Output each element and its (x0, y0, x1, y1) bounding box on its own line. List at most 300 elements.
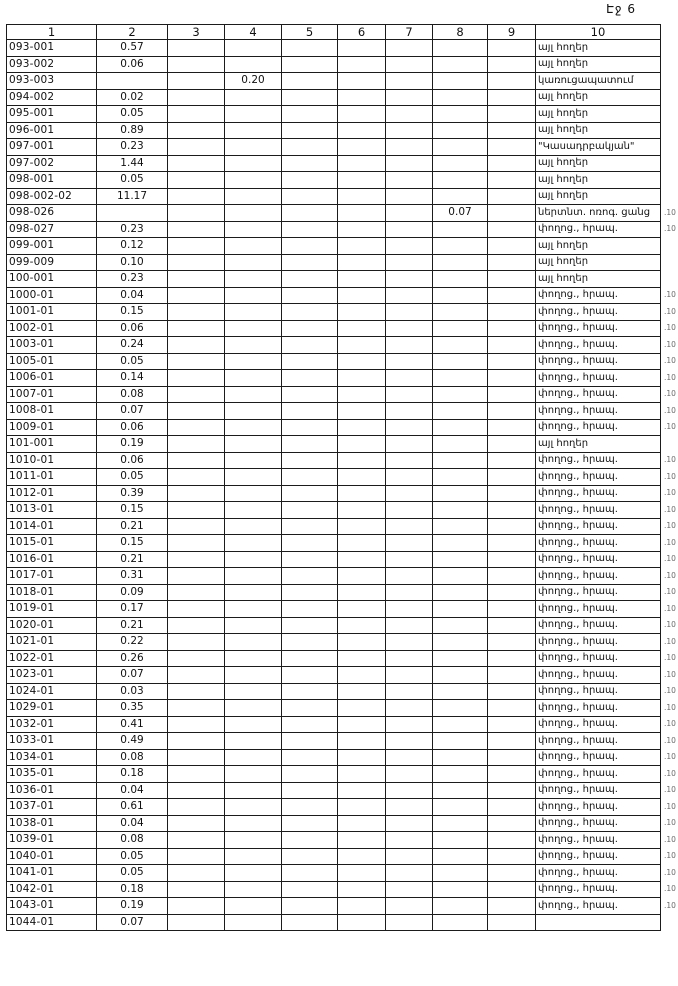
margin-mark (661, 914, 678, 931)
cell-col1: 1042-01 (7, 881, 97, 898)
cell-col10: փողոց., հրապ. (536, 403, 661, 420)
cell-col6 (338, 832, 386, 849)
cell-col4 (225, 221, 282, 238)
cell-col6 (338, 667, 386, 684)
cell-col6 (338, 568, 386, 585)
cell-col1: 1022-01 (7, 650, 97, 667)
margin-mark: .10 (664, 554, 676, 564)
cell-col4 (225, 634, 282, 651)
cell-col9 (488, 683, 536, 700)
cell-col5 (282, 518, 338, 535)
margin-mark: .10 (664, 867, 676, 877)
cell-col6 (338, 502, 386, 519)
cell-col8 (433, 766, 488, 783)
cell-col7 (386, 881, 433, 898)
cell-col7 (386, 485, 433, 502)
cell-col7 (386, 271, 433, 288)
table-row (7, 452, 678, 469)
cell-col3 (168, 650, 225, 667)
cell-col5 (282, 749, 338, 766)
cell-col8 (433, 122, 488, 139)
cell-col6 (338, 865, 386, 882)
table-row (7, 139, 678, 156)
cell-col4 (225, 238, 282, 255)
cell-col2: 0.21 (97, 518, 168, 535)
margin-mark: .10 (664, 587, 676, 597)
cell-col6 (338, 584, 386, 601)
cell-col3 (168, 139, 225, 156)
cell-col7 (386, 518, 433, 535)
table-row (7, 287, 678, 304)
cell-col2: 0.08 (97, 749, 168, 766)
cell-col5 (282, 914, 338, 931)
table-row (7, 502, 678, 519)
cell-col1: 1021-01 (7, 634, 97, 651)
cell-col2: 0.39 (97, 485, 168, 502)
cell-col8 (433, 287, 488, 304)
cell-col2: 0.26 (97, 650, 168, 667)
cell-col5 (282, 568, 338, 585)
cell-col10 (536, 914, 661, 931)
cell-col6 (338, 766, 386, 783)
table-row (7, 518, 678, 535)
cell-col9 (488, 40, 536, 57)
margin-mark (661, 89, 678, 106)
cell-col4 (225, 353, 282, 370)
cell-col8 (433, 221, 488, 238)
cell-col3 (168, 337, 225, 354)
cell-col3 (168, 815, 225, 832)
cell-col5 (282, 898, 338, 915)
cell-col5 (282, 221, 338, 238)
cell-col9 (488, 601, 536, 618)
margin-mark: .10 (664, 801, 676, 811)
cell-col10: փողոց., հրապ. (536, 733, 661, 750)
cell-col9 (488, 419, 536, 436)
table-row (7, 106, 678, 123)
cell-col2: 0.05 (97, 353, 168, 370)
cell-col2: 0.08 (97, 832, 168, 849)
cell-col8 (433, 386, 488, 403)
cell-col6 (338, 881, 386, 898)
cell-col4 (225, 683, 282, 700)
cell-col4 (225, 617, 282, 634)
cell-col5 (282, 766, 338, 783)
cell-col10: այլ հողեր (536, 254, 661, 271)
page-number: Էջ 6 (606, 2, 636, 16)
cell-col4 (225, 254, 282, 271)
cell-col9 (488, 139, 536, 156)
margin-mark: .10 (664, 207, 676, 217)
cell-col9 (488, 271, 536, 288)
cell-col1: 1017-01 (7, 568, 97, 585)
cell-col7 (386, 56, 433, 73)
cell-col9 (488, 469, 536, 486)
margin-mark: .10 (664, 422, 676, 432)
cell-col5 (282, 832, 338, 849)
cell-col9 (488, 238, 536, 255)
cell-col1: 1044-01 (7, 914, 97, 931)
cell-col7 (386, 106, 433, 123)
margin-mark: .10 (664, 306, 676, 316)
table-row (7, 749, 678, 766)
cell-col8 (433, 106, 488, 123)
table-row (7, 782, 678, 799)
cell-col1: 093-003 (7, 73, 97, 90)
cell-col8 (433, 188, 488, 205)
cell-col1: 094-002 (7, 89, 97, 106)
cell-col1: 1037-01 (7, 799, 97, 816)
cell-col8 (433, 238, 488, 255)
cell-col5 (282, 403, 338, 420)
table-row (7, 320, 678, 337)
cell-col3 (168, 799, 225, 816)
margin-mark (661, 436, 678, 453)
table-row (7, 254, 678, 271)
cell-col7 (386, 419, 433, 436)
cell-col4 (225, 271, 282, 288)
cell-col4 (225, 452, 282, 469)
cell-col1: 1010-01 (7, 452, 97, 469)
cell-col2: 0.24 (97, 337, 168, 354)
cell-col2 (97, 205, 168, 222)
cell-col3 (168, 733, 225, 750)
cell-col3 (168, 403, 225, 420)
cell-col8 (433, 584, 488, 601)
cell-col10: փողոց., հրապ. (536, 848, 661, 865)
margin-mark: .10 (664, 488, 676, 498)
cell-col1: 099-001 (7, 238, 97, 255)
cell-col10: փողոց., հրապ. (536, 766, 661, 783)
cell-col8: 0.07 (433, 205, 488, 222)
cell-col5 (282, 238, 338, 255)
cell-col9 (488, 898, 536, 915)
cell-col10: այլ հողեր (536, 155, 661, 172)
cell-col1: 100-001 (7, 271, 97, 288)
cell-col1: 101-001 (7, 436, 97, 453)
cell-col6 (338, 749, 386, 766)
cell-col6 (338, 914, 386, 931)
table-row (7, 700, 678, 717)
cell-col2: 0.14 (97, 370, 168, 387)
cell-col2: 0.15 (97, 502, 168, 519)
cell-col1: 1024-01 (7, 683, 97, 700)
cell-col7 (386, 403, 433, 420)
cell-col7 (386, 469, 433, 486)
cell-col3 (168, 155, 225, 172)
cell-col4 (225, 898, 282, 915)
cell-col4 (225, 650, 282, 667)
cell-col1: 1005-01 (7, 353, 97, 370)
cell-col5 (282, 733, 338, 750)
cell-col9 (488, 584, 536, 601)
cell-col1: 1033-01 (7, 733, 97, 750)
cell-col8 (433, 452, 488, 469)
cell-col10: փողոց., հրապ. (536, 386, 661, 403)
cell-col8 (433, 733, 488, 750)
cell-col4 (225, 106, 282, 123)
table-row (7, 271, 678, 288)
cell-col1: 097-002 (7, 155, 97, 172)
cell-col9 (488, 766, 536, 783)
margin-mark (661, 106, 678, 123)
cell-col9 (488, 914, 536, 931)
table-row (7, 238, 678, 255)
cell-col1: 093-001 (7, 40, 97, 57)
cell-col8 (433, 304, 488, 321)
cell-col6 (338, 485, 386, 502)
cell-col2: 0.06 (97, 419, 168, 436)
cell-col2: 0.23 (97, 271, 168, 288)
cell-col4 (225, 551, 282, 568)
column-header: 9 (488, 25, 536, 40)
cell-col5 (282, 122, 338, 139)
cell-col5 (282, 337, 338, 354)
cell-col6 (338, 683, 386, 700)
cell-col6 (338, 617, 386, 634)
cell-col8 (433, 89, 488, 106)
cell-col7 (386, 766, 433, 783)
margin-mark: .10 (664, 884, 676, 894)
cell-col7 (386, 304, 433, 321)
cell-col8 (433, 172, 488, 189)
cell-col5 (282, 89, 338, 106)
cell-col3 (168, 469, 225, 486)
cell-col7 (386, 634, 433, 651)
cell-col10: այլ հողեր (536, 188, 661, 205)
cell-col2: 0.04 (97, 287, 168, 304)
table-row (7, 535, 678, 552)
cell-col8 (433, 749, 488, 766)
cell-col2: 0.05 (97, 172, 168, 189)
table-row (7, 584, 678, 601)
cell-col10: փողոց., հրապ. (536, 815, 661, 832)
cell-col1: 099-009 (7, 254, 97, 271)
cell-col4 (225, 865, 282, 882)
header-row (7, 25, 678, 40)
cell-col7 (386, 683, 433, 700)
cell-col4 (225, 502, 282, 519)
cell-col6 (338, 155, 386, 172)
cell-col4 (225, 815, 282, 832)
cell-col7 (386, 716, 433, 733)
cell-col4 (225, 535, 282, 552)
cell-col5 (282, 271, 338, 288)
cell-col3 (168, 551, 225, 568)
cell-col2: 0.18 (97, 766, 168, 783)
cell-col7 (386, 601, 433, 618)
cell-col5 (282, 254, 338, 271)
cell-col2: 0.05 (97, 848, 168, 865)
margin-mark: .10 (664, 785, 676, 795)
cell-col7 (386, 799, 433, 816)
cell-col8 (433, 320, 488, 337)
cell-col7 (386, 287, 433, 304)
table-row (7, 881, 678, 898)
cell-col6 (338, 386, 386, 403)
cell-col10: փողոց., հրապ. (536, 898, 661, 915)
cell-col1: 1013-01 (7, 502, 97, 519)
cell-col2: 0.05 (97, 865, 168, 882)
cell-col1: 1029-01 (7, 700, 97, 717)
cell-col9 (488, 865, 536, 882)
cell-col1: 1034-01 (7, 749, 97, 766)
cell-col3 (168, 386, 225, 403)
table-row (7, 766, 678, 783)
cell-col4 (225, 914, 282, 931)
margin-mark: .10 (664, 752, 676, 762)
cell-col6 (338, 403, 386, 420)
cell-col8 (433, 254, 488, 271)
cell-col9 (488, 799, 536, 816)
cell-col2: 1.44 (97, 155, 168, 172)
cell-col7 (386, 188, 433, 205)
table-row (7, 155, 678, 172)
cell-col1: 1011-01 (7, 469, 97, 486)
margin-mark: .10 (664, 339, 676, 349)
cell-col10: փողոց., հրապ. (536, 469, 661, 486)
cell-col10: փողոց., հրապ. (536, 716, 661, 733)
cell-col1: 1036-01 (7, 782, 97, 799)
cell-col5 (282, 370, 338, 387)
cell-col9 (488, 667, 536, 684)
cell-col8 (433, 568, 488, 585)
cell-col8 (433, 601, 488, 618)
cell-col10: փողոց., հրապ. (536, 535, 661, 552)
cell-col9 (488, 172, 536, 189)
cell-col4 (225, 749, 282, 766)
cell-col7 (386, 370, 433, 387)
cell-col1: 1043-01 (7, 898, 97, 915)
cell-col5 (282, 601, 338, 618)
cell-col10: փողոց., հրապ. (536, 419, 661, 436)
cell-col3 (168, 634, 225, 651)
cell-col7 (386, 667, 433, 684)
cell-col4 (225, 172, 282, 189)
cell-col8 (433, 419, 488, 436)
margin-mark: .10 (664, 686, 676, 696)
cell-col8 (433, 535, 488, 552)
cell-col10: ներտնտ. ոռոգ. ցանց (536, 205, 661, 222)
margin-mark (661, 122, 678, 139)
cell-col7 (386, 73, 433, 90)
cell-col2: 0.57 (97, 40, 168, 57)
cell-col3 (168, 353, 225, 370)
margin-mark: .10 (664, 620, 676, 630)
cell-col9 (488, 700, 536, 717)
cell-col9 (488, 832, 536, 849)
cell-col7 (386, 749, 433, 766)
table-row (7, 667, 678, 684)
column-header: 7 (386, 25, 433, 40)
cell-col9 (488, 353, 536, 370)
table-row (7, 386, 678, 403)
cell-col9 (488, 452, 536, 469)
cell-col3 (168, 881, 225, 898)
cell-col7 (386, 865, 433, 882)
cell-col8 (433, 436, 488, 453)
cell-col4 (225, 584, 282, 601)
cell-col7 (386, 353, 433, 370)
cell-col4 (225, 188, 282, 205)
table-row (7, 485, 678, 502)
cell-col5 (282, 40, 338, 57)
cell-col3 (168, 716, 225, 733)
cell-col5 (282, 667, 338, 684)
cell-col1: 1014-01 (7, 518, 97, 535)
margin-mark: .10 (664, 669, 676, 679)
cell-col10: փողոց., հրապ. (536, 634, 661, 651)
margin-mark (661, 172, 678, 189)
cell-col10: փողոց., հրապ. (536, 584, 661, 601)
cell-col7 (386, 650, 433, 667)
margin-mark: .10 (664, 471, 676, 481)
cell-col2: 0.31 (97, 568, 168, 585)
cell-col9 (488, 106, 536, 123)
cell-col5 (282, 419, 338, 436)
cell-col3 (168, 898, 225, 915)
cell-col3 (168, 832, 225, 849)
cell-col3 (168, 221, 225, 238)
margin-mark: .10 (664, 504, 676, 514)
cell-col4 (225, 485, 282, 502)
cell-col1: 093-002 (7, 56, 97, 73)
table-row (7, 205, 678, 222)
cell-col1: 1003-01 (7, 337, 97, 354)
cell-col8 (433, 667, 488, 684)
column-header: 2 (97, 25, 168, 40)
cell-col8 (433, 370, 488, 387)
cell-col8 (433, 271, 488, 288)
cell-col10: այլ հողեր (536, 56, 661, 73)
cell-col4 (225, 89, 282, 106)
margin-mark (661, 40, 678, 57)
cell-col1: 1008-01 (7, 403, 97, 420)
data-table (6, 24, 678, 931)
cell-col7 (386, 535, 433, 552)
cell-col3 (168, 419, 225, 436)
cell-col3 (168, 320, 225, 337)
cell-col4 (225, 799, 282, 816)
cell-col10: փողոց., հրապ. (536, 865, 661, 882)
cell-col6 (338, 337, 386, 354)
cell-col9 (488, 485, 536, 502)
cell-col8 (433, 40, 488, 57)
cell-col4 (225, 436, 282, 453)
cell-col5 (282, 881, 338, 898)
cell-col8 (433, 914, 488, 931)
cell-col3 (168, 667, 225, 684)
cell-col8 (433, 799, 488, 816)
cell-col3 (168, 914, 225, 931)
cell-col9 (488, 89, 536, 106)
cell-col8 (433, 56, 488, 73)
cell-col2: 0.19 (97, 436, 168, 453)
cell-col4 (225, 287, 282, 304)
cell-col7 (386, 254, 433, 271)
cell-col2: 0.08 (97, 386, 168, 403)
cell-col2: 0.23 (97, 221, 168, 238)
cell-col5 (282, 139, 338, 156)
cell-col6 (338, 634, 386, 651)
margin-spacer (661, 25, 678, 40)
cell-col1: 1038-01 (7, 815, 97, 832)
margin-mark: .10 (664, 224, 676, 234)
table-row (7, 551, 678, 568)
cell-col10: այլ հողեր (536, 40, 661, 57)
cell-col3 (168, 122, 225, 139)
cell-col4 (225, 370, 282, 387)
